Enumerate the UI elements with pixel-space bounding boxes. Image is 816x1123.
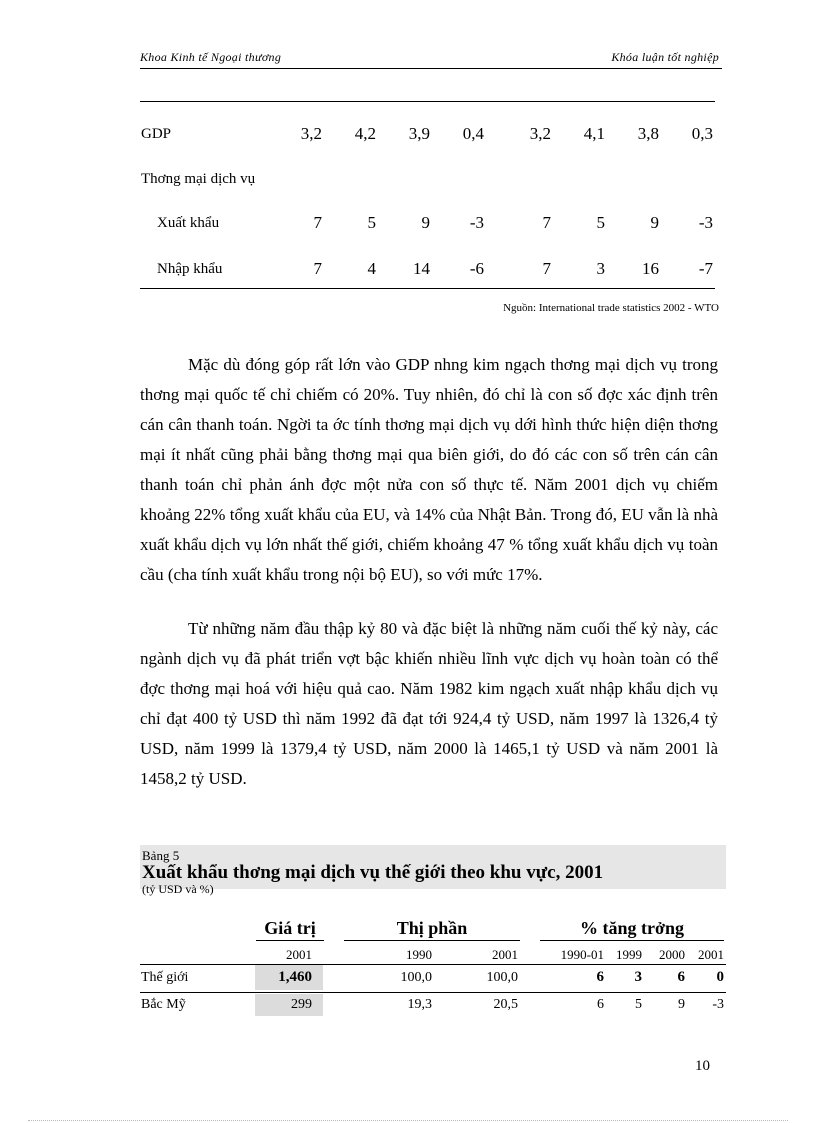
table1-bottom-rule <box>140 288 715 289</box>
table5-cell: 6 <box>596 969 604 985</box>
table5-unit: (tỷ USD và %) <box>142 882 214 896</box>
running-header-right: Khóa luận tốt nghiệp <box>611 50 719 64</box>
table5-year-header: 2001 <box>286 947 312 962</box>
table1-cell: 9 <box>650 213 659 232</box>
table1-top-rule <box>140 101 715 102</box>
table5-cell: 299 <box>291 997 312 1012</box>
table1-cell: 7 <box>313 213 322 232</box>
table5-year-header: 2001 <box>698 947 724 962</box>
table5-cell: 5 <box>635 997 642 1012</box>
table5-cell: 1,460 <box>278 969 312 985</box>
table1-row-label: GDP <box>141 126 172 142</box>
table5-cell: 0 <box>716 969 724 985</box>
table5-cell: 100,0 <box>486 970 518 985</box>
table1-cell: 7 <box>542 259 551 278</box>
table5-caption: Bảng 5 <box>142 848 180 863</box>
table1-cell: 0,4 <box>462 124 484 143</box>
page-number: 10 <box>695 1058 710 1074</box>
body-paragraph: Từ những năm đầu thập kỷ 80 và đặc biệt là những năm cuối thế kỷ này, các ngành dịch vụ đã phát triển vợt bậc khiến nhiều lĩnh vực dịch vụ hoàn toàn có thể đợc thơng mại hoá với hiệu quả cao. Năm 1982 kim ngạch xuất nhập khẩu dịch vụ chỉ đạt 400 tỷ USD thì năm 1992 đã đạt tới 924,4 tỷ USD, năm 1997 là 1326,4 tỷ USD, năm 1999 là 1379,4 tỷ USD, năm 2000 là 1465,1 tỷ USD và năm 2001 là 1458,2 tỷ USD. <box>140 619 718 788</box>
running-header-left: Khoa Kinh tế Ngoại thương <box>140 50 282 64</box>
table5-cell: 3 <box>634 969 642 985</box>
table5-group-header: Thị phần <box>396 918 468 938</box>
table1-row-label: Xuất khẩu <box>157 215 220 231</box>
table5-group-rule <box>344 940 520 941</box>
table5-row-label: Bắc Mỹ <box>141 997 186 1012</box>
table5-group-rule <box>256 940 324 941</box>
table1-cell: 4,2 <box>354 124 376 143</box>
table1-cell: -3 <box>469 213 484 232</box>
table5-cell: 20,5 <box>493 997 518 1012</box>
table5-cell: 19,3 <box>407 997 432 1012</box>
table1-cell: -7 <box>698 259 713 278</box>
table5-year-header: 1990 <box>406 947 432 962</box>
table5-cell: 100,0 <box>400 970 432 985</box>
table5-title: Xuất khẩu thơng mại dịch vụ thế giới theo khu vực, 2001 <box>142 862 604 883</box>
table1-cell: 3,9 <box>408 124 430 143</box>
table1-cell: 16 <box>642 259 659 278</box>
table1-row-label: Thơng mại dịch vụ <box>141 171 256 187</box>
table5-header-rule <box>140 964 726 965</box>
table1-cell: 5 <box>367 213 376 232</box>
table1-cell: 3,2 <box>529 124 551 143</box>
table5-row-label: Thế giới <box>141 970 189 985</box>
table1-cell: 9 <box>421 213 430 232</box>
table5-year-header: 1999 <box>616 947 642 962</box>
table1-cell: 3,2 <box>300 124 322 143</box>
table1-cell: 4,1 <box>583 124 605 143</box>
table1-cell: 7 <box>542 213 551 232</box>
table1-cell: -6 <box>469 259 484 278</box>
table1-cell: 3 <box>596 259 605 278</box>
table1-source-note: Nguồn: International trade statistics 2002 - WTO <box>503 302 719 314</box>
table1-cell: 3,8 <box>637 124 659 143</box>
page-bottom-border <box>28 1120 788 1121</box>
header-divider <box>140 68 722 69</box>
table5-group-header: % tăng trởng <box>580 918 684 938</box>
table5-cell: -3 <box>712 997 724 1012</box>
table5-group-header: Giá trị <box>264 918 316 938</box>
table1-row-label: Nhập khẩu <box>157 261 223 277</box>
table5-cell: 6 <box>597 997 604 1012</box>
table5-year-header: 1990-01 <box>560 947 604 962</box>
table5-cell: 9 <box>678 997 685 1012</box>
table1-cell: 7 <box>313 259 322 278</box>
table5-year-header: 2001 <box>492 947 518 962</box>
table5-year-header: 2000 <box>659 947 685 962</box>
table5-cell: 6 <box>677 969 685 985</box>
table1-cell: -3 <box>698 213 713 232</box>
table5-group-rule <box>540 940 724 941</box>
table1-cell: 0,3 <box>691 124 713 143</box>
table1-cell: 14 <box>413 259 430 278</box>
body-paragraph: Mặc dù đóng góp rất lớn vào GDP nhng kim ngạch thơng mại dịch vụ trong thơng mại quốc tế chỉ chiếm có 20%. Tuy nhiên, đó chỉ là con số đợc xác định trên cán cân thanh toán. Ngời ta ớc tính thơng mại dịch vụ dới hình thức hiện diện thơng mại ít nhất cũng phải bằng thơng mại qua biên giới, do đó các con số trên cán cân thanh toán chỉ phản ánh đợc một nửa con số thực tế. Năm 2001 dịch vụ chiếm khoảng 22% tổng xuất khẩu của EU, và 14% của Nhật Bản. Trong đó, EU vẫn là nhà xuất khẩu dịch vụ lớn nhất thế giới, chiếm khoảng 47 % tổng xuất khẩu dịch vụ toàn cầu (cha tính xuất khẩu trong nội bộ EU), so với mức 17%. <box>140 355 718 584</box>
table5-row-rule <box>140 992 726 993</box>
table1-cell: 5 <box>596 213 605 232</box>
table1-cell: 4 <box>367 259 376 278</box>
